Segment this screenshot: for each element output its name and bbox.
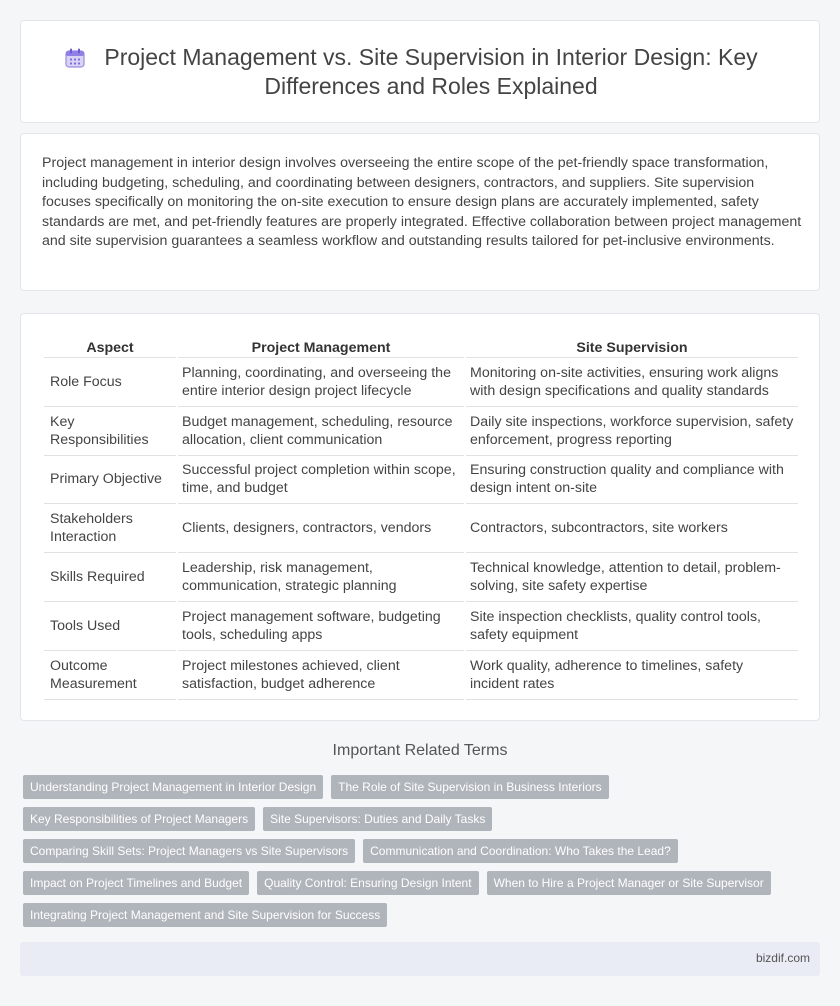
- table-row: [44, 504, 798, 553]
- related-term-tag[interactable]: Key Responsibilities of Project Managers: [23, 807, 255, 831]
- table-row: [44, 456, 798, 505]
- header-card: [20, 20, 820, 123]
- table-row: [44, 602, 798, 651]
- related-terms-title: Important Related Terms: [332, 742, 508, 759]
- column-header-site-supervision: Site Supervision: [466, 335, 798, 358]
- related-term-tag[interactable]: Integrating Project Management and Site Supervision for Success: [23, 903, 387, 927]
- intro-card: [20, 133, 820, 291]
- related-term-tag[interactable]: Quality Control: Ensuring Design Intent: [257, 871, 478, 895]
- table-cell-aspect: Stakeholders Interaction: [44, 504, 176, 553]
- table-cell-aspect: Tools Used: [44, 602, 176, 651]
- table-cell-site-supervision: Technical knowledge, attention to detail, problem-solving, site safety expertise: [466, 553, 798, 602]
- table-cell-site-supervision: Daily site inspections, workforce supervision, safety enforcement, progress reporting: [466, 407, 798, 456]
- table-cell-site-supervision: Work quality, adherence to timelines, safety incident rates: [466, 651, 798, 700]
- table-row: [44, 651, 798, 700]
- table-header-row: [44, 335, 798, 358]
- table-cell-project-management: Leadership, risk management, communication, strategic planning: [178, 553, 464, 602]
- tag-row: [23, 839, 823, 863]
- footer-site-link[interactable]: bizdif.com: [755, 951, 810, 965]
- table-cell-site-supervision: Ensuring construction quality and compliance with design intent on-site: [466, 456, 798, 505]
- related-term-tag[interactable]: The Role of Site Supervision in Business Interiors: [331, 775, 608, 799]
- table-cell-aspect: Skills Required: [44, 553, 176, 602]
- table-cell-aspect: Role Focus: [44, 358, 176, 407]
- tag-row: [23, 807, 823, 831]
- related-term-tag[interactable]: Communication and Coordination: Who Takes the Lead?: [363, 839, 678, 863]
- related-term-tag[interactable]: When to Hire a Project Manager or Site Supervisor: [487, 871, 771, 895]
- table-cell-aspect: Primary Objective: [44, 456, 176, 505]
- table-row: [44, 407, 798, 456]
- table-row: [44, 553, 798, 602]
- tag-row: [23, 903, 823, 927]
- table-cell-project-management: Clients, designers, contractors, vendors: [178, 504, 464, 553]
- intro-paragraph: Project management in interior design involves overseeing the entire scope of the pet-friendly space transformation, including budgeting, scheduling, and coordinating between designers, contractors, and suppliers. Site supervision focuses specifically on monitoring the on-site execution to ensure design plans are accurately implemented, safety standards are met, and pet-friendly features are properly integrated. Effective collaboration between project management and site supervision guarantees a seamless workflow and outstanding results tailored for pet-inclusive environments.: [42, 155, 802, 249]
- related-term-tag[interactable]: Site Supervisors: Duties and Daily Tasks: [263, 807, 492, 831]
- comparison-table: [42, 335, 800, 700]
- comparison-table-card: [20, 313, 820, 721]
- column-header-aspect: Aspect: [44, 335, 176, 358]
- related-term-tag[interactable]: Comparing Skill Sets: Project Managers vs Site Supervisors: [23, 839, 355, 863]
- table-cell-site-supervision: Contractors, subcontractors, site workers: [466, 504, 798, 553]
- tag-row: [23, 775, 823, 799]
- column-header-project-management: Project Management: [178, 335, 464, 358]
- footer: [20, 942, 820, 976]
- table-cell-project-management: Project management software, budgeting tools, scheduling apps: [178, 602, 464, 651]
- table-cell-aspect: Key Responsibilities: [44, 407, 176, 456]
- related-term-tag[interactable]: Impact on Project Timelines and Budget: [23, 871, 249, 895]
- table-cell-project-management: Planning, coordinating, and overseeing the entire interior design project lifecycle: [178, 358, 464, 407]
- related-terms-list: [23, 775, 823, 935]
- table-cell-project-management: Successful project completion within scope, time, and budget: [178, 456, 464, 505]
- table-row: [44, 358, 798, 407]
- table-cell-site-supervision: Monitoring on-site activities, ensuring work aligns with design specifications and quality standards: [466, 358, 798, 407]
- table-cell-project-management: Budget management, scheduling, resource allocation, client communication: [178, 407, 464, 456]
- table-cell-project-management: Project milestones achieved, client satisfaction, budget adherence: [178, 651, 464, 700]
- related-term-tag[interactable]: Understanding Project Management in Interior Design: [23, 775, 323, 799]
- table-cell-site-supervision: Site inspection checklists, quality control tools, safety equipment: [466, 602, 798, 651]
- table-cell-aspect: Outcome Measurement: [44, 651, 176, 700]
- tag-row: [23, 871, 823, 895]
- page-title: Project Management vs. Site Supervision in Interior Design: Key Differences and Roles Explained: [104, 44, 758, 99]
